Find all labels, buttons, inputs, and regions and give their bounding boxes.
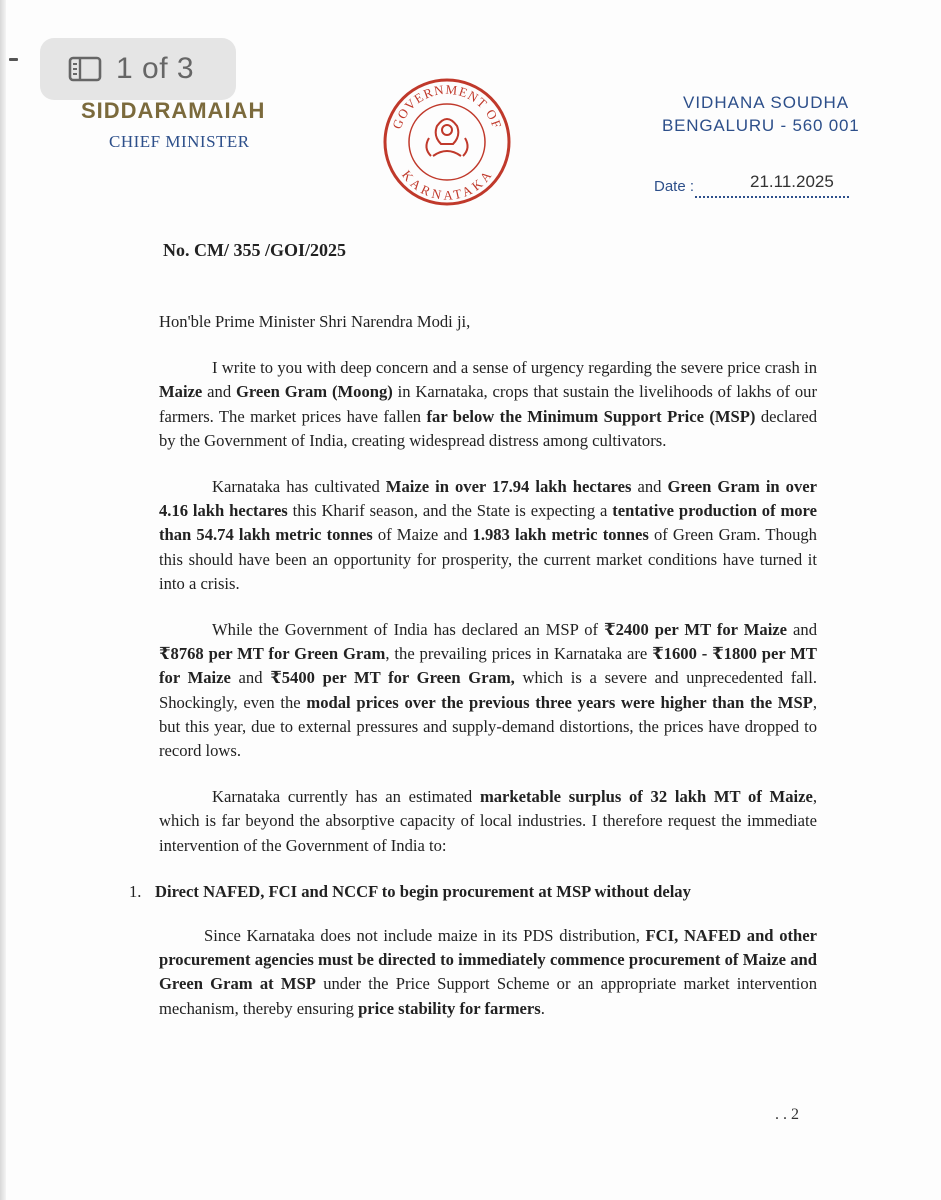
- page-continuation: . . 2: [775, 1106, 799, 1123]
- address-line-1: VIDHANA SOUDHA: [683, 93, 850, 112]
- letter-body: [129, 310, 818, 1021]
- page-list-icon: [68, 56, 102, 82]
- paragraph-4: Karnataka currently has an estimated marketable surplus of 32 lakh MT of Maize, which is far beyond the absorptive capacity of local industries. I therefore request the immediate intervention of the Government of India to:: [159, 787, 817, 855]
- salutation: Hon'ble Prime Minister Shri Narendra Modi ji,: [159, 312, 471, 331]
- page-indicator[interactable]: [40, 38, 236, 100]
- reference-number: No. CM/ 355 /GOI/2025: [163, 240, 346, 260]
- date-dotted-line: [695, 196, 849, 198]
- seal-top-text: GOVERNMENT OF: [389, 81, 505, 131]
- date-label: Date :: [654, 178, 695, 195]
- date-value: 21.11.2025: [750, 172, 834, 191]
- point-1-heading: 1. Direct NAFED, FCI and NCCF to begin procurement at MSP without delay: [129, 880, 817, 904]
- point-number: 1.: [129, 881, 142, 901]
- paragraph-1: I write to you with deep concern and a sense of urgency regarding the severe price crash in Maize and Green Gram (Moong) in Karnataka, crops that sustain the livelihoods of lakhs of our farmers. The market prices have fallen far below the Minimum Support Price (MSP) declared by the Government of India, creating widespread distress among cultivators.: [159, 358, 818, 450]
- address-line-2: BENGALURU - 560 001: [662, 116, 860, 135]
- karnataka-emblem-icon: [381, 76, 513, 208]
- page-indicator-text: 1 of 3: [116, 52, 195, 85]
- svg-text:GOVERNMENT OF: [389, 82, 505, 131]
- seal-bottom-text: KARNATAKA: [399, 167, 495, 203]
- letterhead-name: SIDDARAMAIAH: [81, 98, 266, 123]
- scan-mark: [9, 58, 18, 61]
- svg-text:KARNATAKA: [399, 167, 495, 202]
- paragraph-2: Karnataka has cultivated Maize in over 17.94 lakh hectares and Green Gram in over 4.16 lakh hectares this Kharif season, and the State is expecting a tentative production of more than 54.74 lakh metric tonnes of Maize and 1.983 lakh metric tonnes of Green Gram. Though this should have been an opportunity for prosperity, the current market conditions have turned it into a crisis.: [159, 477, 818, 593]
- page-edge-shadow: [0, 0, 6, 1200]
- paragraph-3: While the Government of India has declared an MSP of ₹2400 per MT for Maize and ₹8768 per MT for Green Gram, the prevailing prices in Karnataka are ₹1600 - ₹1800 per MT for Maize and ₹5400 per MT for Green Gram, which is a severe and unprecedented fall. Shockingly, even the modal prices over the previous three years were higher than the MSP, but this year, due to external pressures and supply-demand distortions, the prices have dropped to record lows.: [159, 620, 818, 761]
- point-1-paragraph: Since Karnataka does not include maize in its PDS distribution, FCI, NAFED and other procurement agencies must be directed to immediately commence procurement of Maize and Green Gram at MSP under the Price Support Scheme or an appropriate market intervention mechanism, thereby ensuring price stability for farmers.: [159, 926, 817, 1018]
- letterhead-title: CHIEF MINISTER: [109, 132, 250, 151]
